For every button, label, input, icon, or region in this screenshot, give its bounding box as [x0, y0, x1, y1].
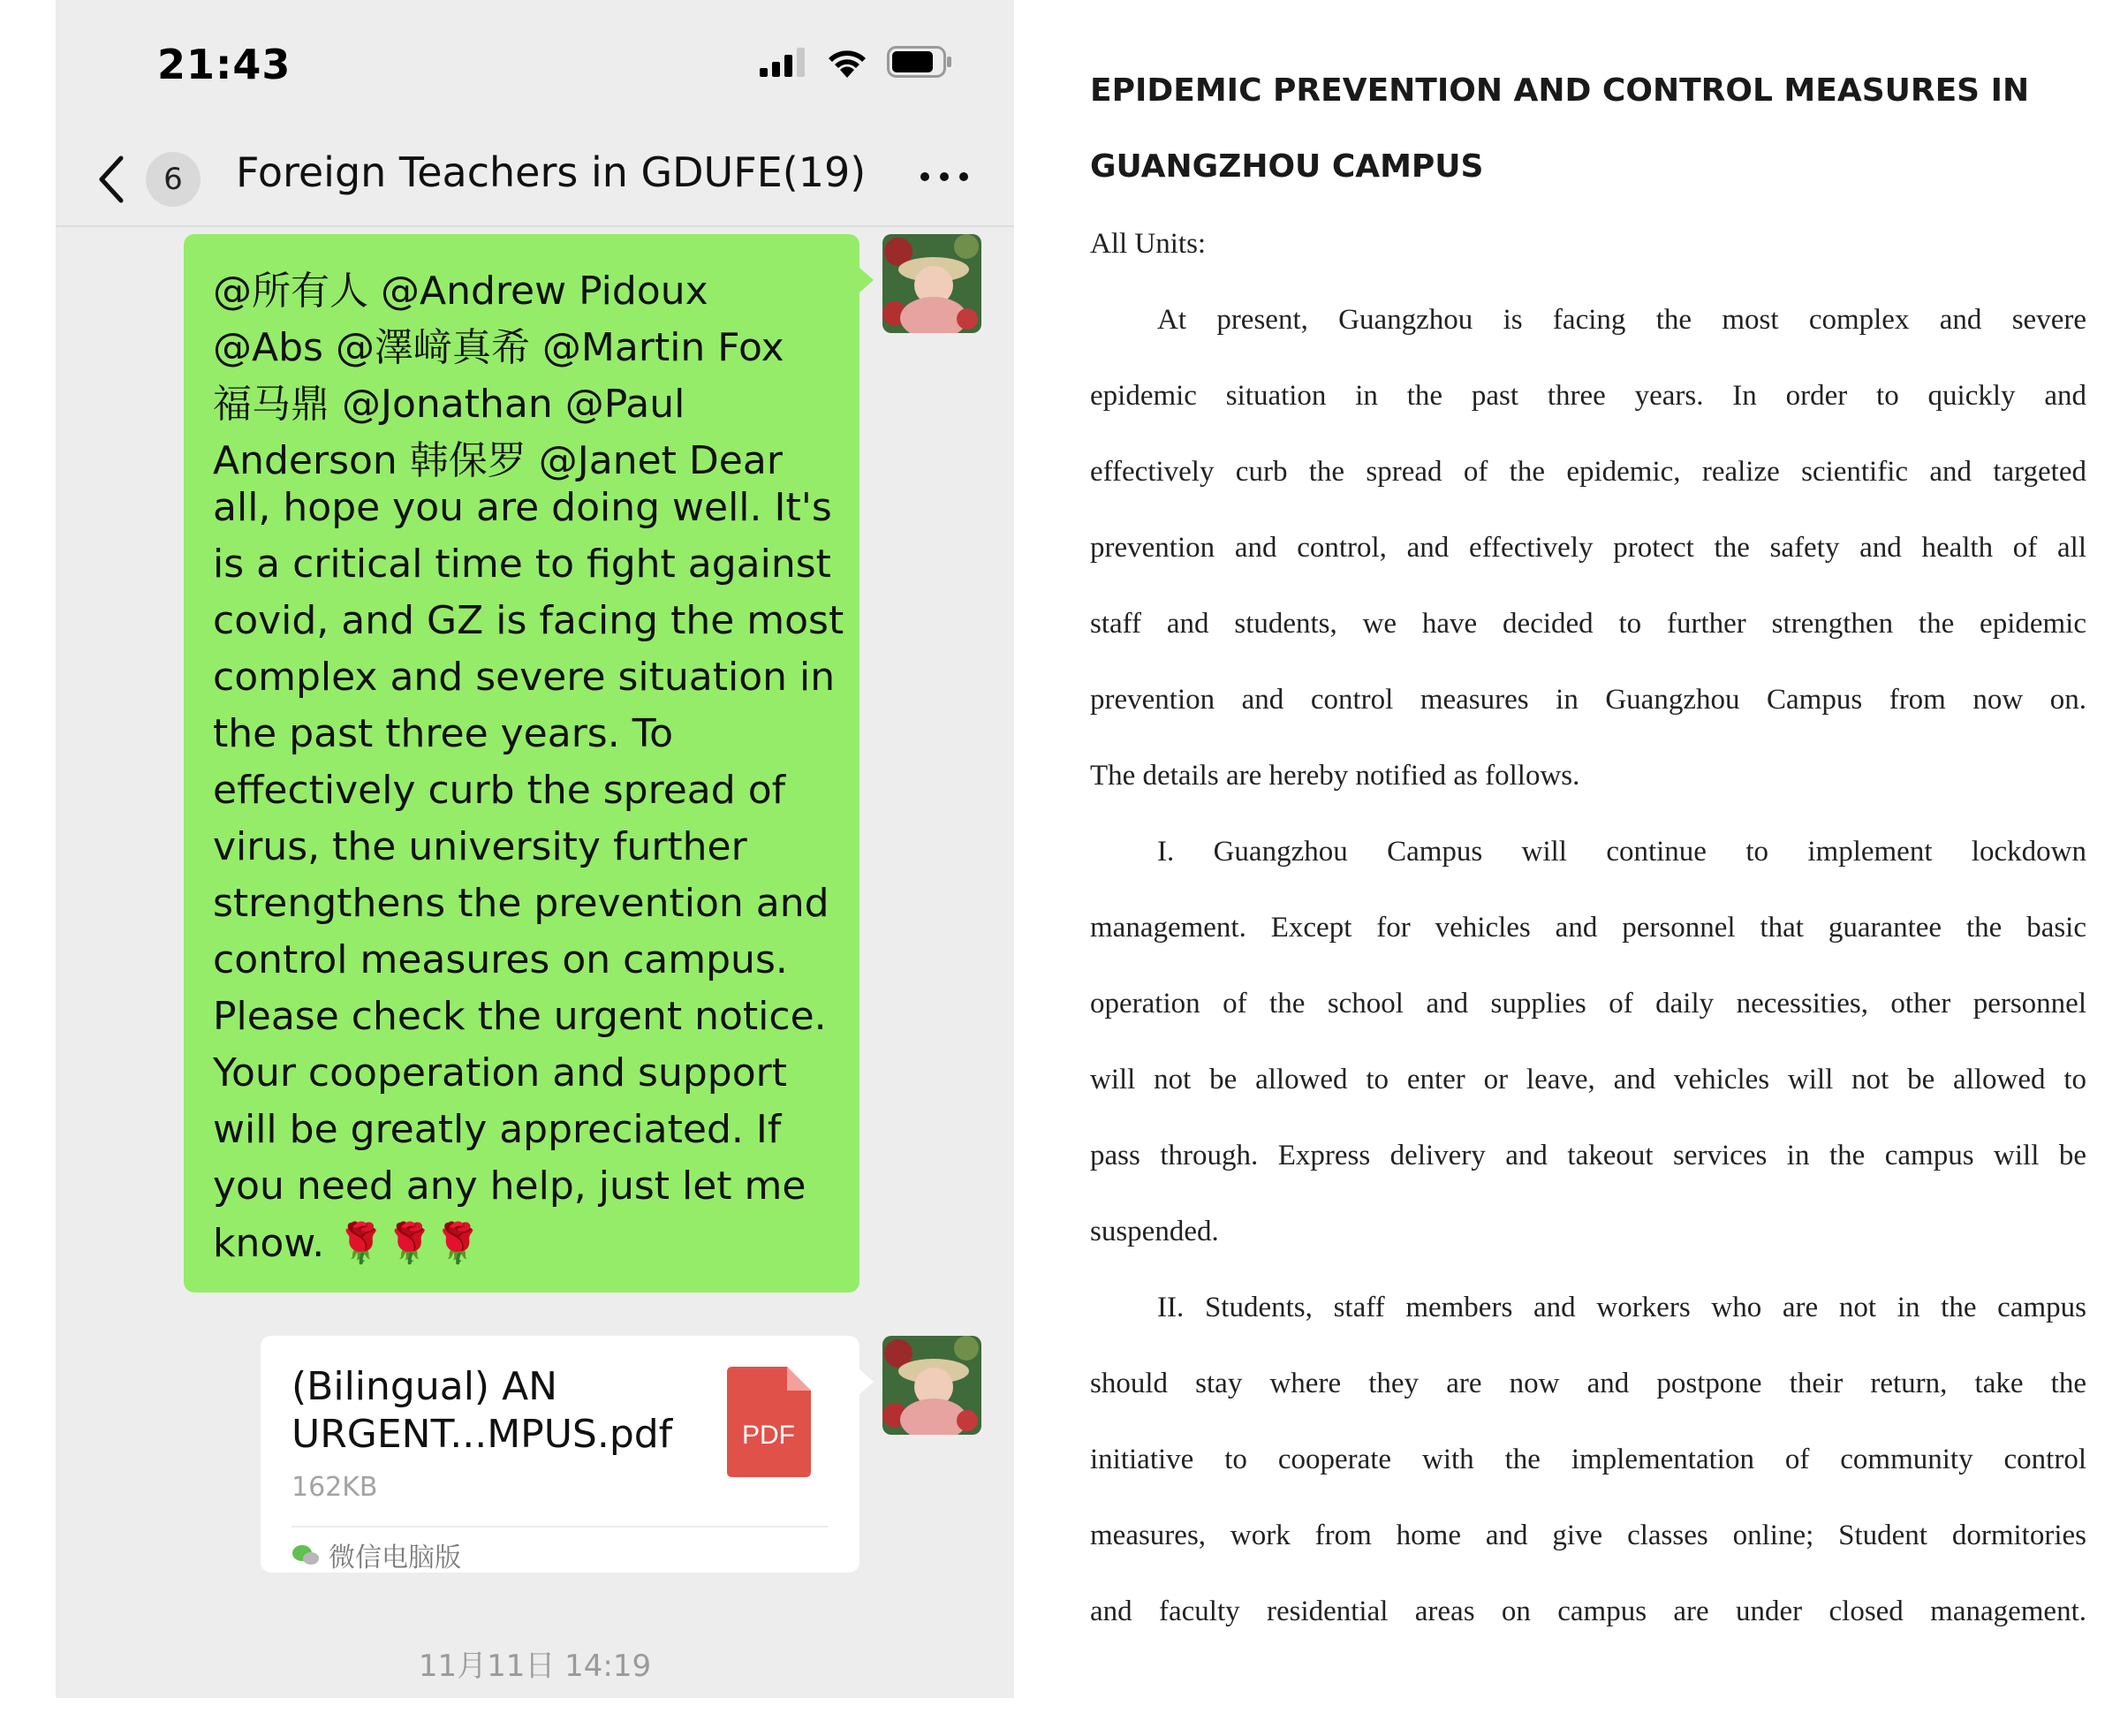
- document-line: The details are hereby notified as follows.: [1090, 760, 1580, 792]
- message-line: @Abs @澤﨑真希 @Martin Fox: [213, 325, 784, 370]
- document-line: should stay where they are now and postpone their return, take the: [1090, 1368, 2086, 1399]
- cellular-signal-icon: [760, 47, 807, 77]
- status-icons: [760, 46, 954, 78]
- message-line: @所有人 @Andrew Pidoux: [213, 269, 708, 314]
- document-addressee: All Units:: [1090, 228, 1207, 260]
- document-line: will not be allowed to enter or leave, and vehicles will not be allowed to: [1090, 1064, 2086, 1095]
- document-line: operation of the school and supplies of daily necessities, other personnel: [1090, 988, 2086, 1020]
- unread-count-badge: 6: [146, 152, 201, 207]
- file-name: (Bilingual) AN: [292, 1364, 558, 1409]
- file-size: 162KB: [292, 1472, 378, 1503]
- document-line: prevention and control measures in Guangzhou Campus from now on.: [1090, 684, 2086, 716]
- sender-avatar[interactable]: [882, 1336, 981, 1435]
- chat-nav-bar: [56, 133, 1014, 227]
- wechat-pc-icon: [292, 1543, 320, 1566]
- file-source: [292, 1535, 461, 1574]
- message-line: will be greatly appreciated. If: [213, 1107, 782, 1152]
- wifi-icon: [827, 46, 867, 78]
- document-line: effectively curb the spread of the epidemic, realize scientific and targeted: [1090, 456, 2086, 488]
- message-line: Please check the urgent notice.: [213, 994, 827, 1039]
- message-line: control measures on campus.: [213, 937, 788, 982]
- document-line: management. Except for vehicles and personnel that guarantee the basic: [1090, 912, 2086, 944]
- message-bubble[interactable]: [184, 234, 859, 1293]
- status-time: 21:43: [157, 41, 292, 88]
- notice-document: [1069, 0, 2094, 1736]
- pdf-badge-label: PDF: [742, 1421, 795, 1450]
- sender-avatar[interactable]: [882, 234, 981, 333]
- chat-title: Foreign Teachers in GDUFE(19): [236, 148, 867, 196]
- message-line: the past three years. To: [213, 711, 674, 756]
- file-source-label: 微信电脑版: [329, 1543, 461, 1573]
- document-line: staff and students, we have decided to further strengthen the epidemic: [1090, 608, 2086, 640]
- message-line: covid, and GZ is facing the most: [213, 598, 844, 643]
- document-line: measures, work from home and give classes online; Student dormitories: [1090, 1520, 2086, 1551]
- document-line: suspended.: [1090, 1216, 1219, 1247]
- file-attachment-card[interactable]: [261, 1336, 859, 1573]
- document-line: prevention and control, and effectively protect the safety and health of all: [1090, 532, 2086, 564]
- more-dots-icon[interactable]: [917, 159, 972, 194]
- message-line: strengthens the prevention and: [213, 881, 829, 926]
- message-line: complex and severe situation in: [213, 655, 836, 700]
- back-chevron-icon: [91, 153, 133, 206]
- file-name: URGENT...MPUS.pdf: [292, 1412, 673, 1457]
- document-line: II. Students, staff members and workers who are not in the campus: [1157, 1292, 2086, 1323]
- document-line: I. Guangzhou Campus will continue to implement lockdown: [1157, 836, 2086, 868]
- message-line: virus, the university further: [213, 824, 747, 869]
- message-line: is a critical time to fight against: [213, 542, 831, 587]
- message-line: Your cooperation and support: [213, 1050, 787, 1095]
- battery-icon: [887, 46, 954, 78]
- message-line: you need any help, just let me: [213, 1164, 806, 1209]
- pdf-file-icon: [727, 1367, 811, 1477]
- document-line: epidemic situation in the past three years. In order to quickly and: [1090, 380, 2086, 412]
- file-card-divider: [292, 1526, 829, 1528]
- message-line: 福马鼎 @Jonathan @Paul: [213, 382, 685, 427]
- back-button[interactable]: [91, 152, 201, 207]
- document-title: EPIDEMIC PREVENTION AND CONTROL MEASURES IN: [1090, 72, 2030, 109]
- document-line: and faculty residential areas on campus are under closed management.: [1090, 1596, 2086, 1627]
- message-line: all, hope you are doing well. It's: [213, 485, 832, 530]
- message-line: Anderson 韩保罗 @Janet Dear: [213, 438, 783, 483]
- document-line: At present, Guangzhou is facing the most complex and severe: [1157, 304, 2086, 336]
- message-line: know. 🌹🌹🌹: [213, 1221, 482, 1266]
- document-title: GUANGZHOU CAMPUS: [1090, 148, 1484, 185]
- document-line: initiative to cooperate with the implementation of community control: [1090, 1444, 2086, 1475]
- message-timestamp: 11月11日 14:19: [418, 1649, 652, 1684]
- chat-screen: [56, 0, 1014, 1698]
- status-bar: [56, 0, 1014, 133]
- document-line: pass through. Express delivery and takeout services in the campus will be: [1090, 1140, 2086, 1171]
- message-line: effectively curb the spread of: [213, 768, 786, 813]
